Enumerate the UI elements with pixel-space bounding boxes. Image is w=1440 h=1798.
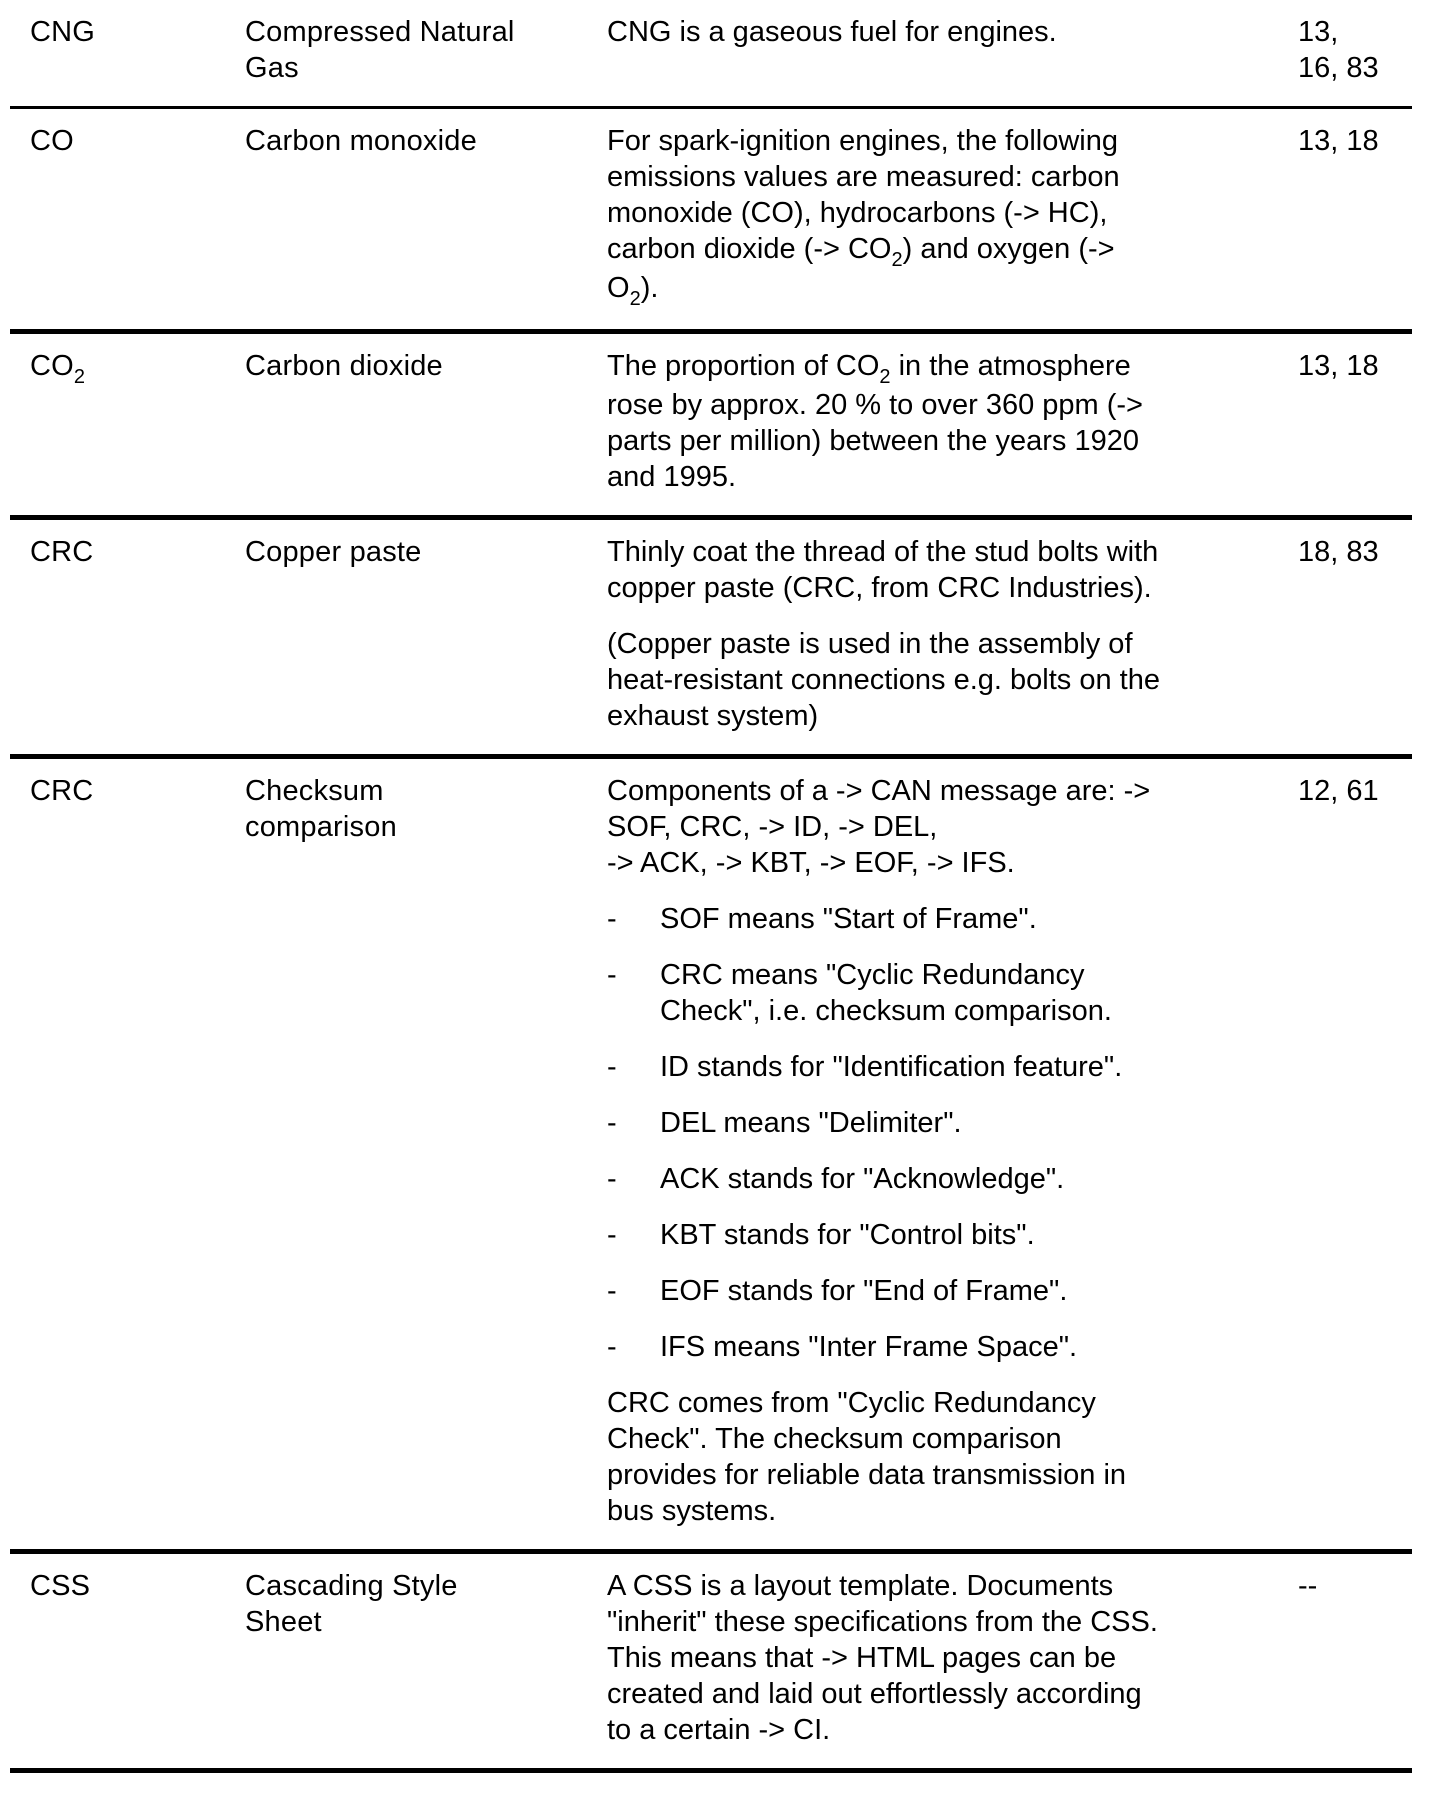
- page-numbers-cell: --: [1298, 1570, 1318, 1602]
- bullet-item: [607, 901, 1298, 937]
- description-paragraph: (Copper paste is used in the assembly of heat-resistant connections e.g. bolts on the exhaust system): [607, 628, 1160, 732]
- bullet-text: CRC means "Cyclic Redundancy Check", i.e. checksum comparison.: [660, 959, 1112, 1027]
- bullet-item: [607, 1049, 1298, 1085]
- table-row: [10, 1554, 1412, 1773]
- page-numbers-cell: 12, 61: [1298, 775, 1379, 807]
- bullet-item: [607, 1217, 1298, 1253]
- full-name-cell: Carbon monoxide: [245, 125, 477, 157]
- glossary-table: [10, 0, 1412, 1773]
- description-paragraph: A CSS is a layout template. Documents "inherit" these specifications from the CSS. This means that -> HTML pages can be created and laid out effortlessly according to a certain -> CI.: [607, 1570, 1158, 1746]
- bullet-dash-marker: -: [607, 1331, 617, 1363]
- page-numbers-cell: 13, 16, 83: [1298, 16, 1379, 84]
- page-numbers-cell: 13, 18: [1298, 125, 1379, 157]
- bullet-item: [607, 1105, 1298, 1141]
- abbreviation-cell: $CO_2$: [30, 350, 86, 388]
- full-name-cell: Carbon dioxide: [245, 350, 443, 382]
- bullet-dash-marker: -: [607, 1275, 617, 1307]
- abbreviation-cell: CRC: [30, 536, 94, 568]
- description-cell: [607, 14, 1298, 86]
- bullet-dash-marker: -: [607, 1219, 617, 1251]
- bullet-item: [607, 957, 1298, 1029]
- abbreviation-cell: CNG: [30, 16, 96, 48]
- bullet-text: SOF means "Start of Frame".: [660, 903, 1037, 935]
- full-name-cell: Cascading Style Sheet: [245, 1570, 458, 1638]
- full-name-cell: Checksum comparison: [245, 775, 397, 843]
- description-paragraph: Components of a -> CAN message are: -> SOF, CRC, -> ID, -> DEL, -> ACK, -> KBT, -> EOF, -> IFS.: [607, 775, 1151, 879]
- bullet-dash-marker: -: [607, 959, 617, 991]
- description-paragraph: CNG is a gaseous fuel for engines.: [607, 16, 1057, 48]
- full-name-cell: Copper paste: [245, 536, 422, 568]
- bullet-item: [607, 1273, 1298, 1309]
- description-cell: [607, 1568, 1298, 1748]
- full-name-cell: Compressed Natural Gas: [245, 16, 515, 84]
- bullet-item: [607, 1161, 1298, 1197]
- abbreviation-cell: CSS: [30, 1570, 91, 1602]
- table-row: [10, 334, 1412, 520]
- bullet-text: KBT stands for "Control bits".: [660, 1219, 1035, 1251]
- page-numbers-cell: 13, 18: [1298, 350, 1379, 382]
- bullet-dash-marker: -: [607, 1107, 617, 1139]
- description-cell: [607, 773, 1298, 1529]
- bullet-text: EOF stands for "End of Frame".: [660, 1275, 1068, 1307]
- table-row: [10, 109, 1412, 334]
- bullet-dash-marker: -: [607, 1051, 617, 1083]
- bullet-text: IFS means "Inter Frame Space".: [660, 1331, 1078, 1363]
- abbreviation-cell: CO: [30, 125, 74, 157]
- bullet-dash-marker: -: [607, 903, 617, 935]
- description-cell: [607, 123, 1298, 309]
- table-row: [10, 0, 1412, 109]
- bullet-text: DEL means "Delimiter".: [660, 1107, 962, 1139]
- description-cell: [607, 348, 1298, 495]
- description-paragraph: The proportion of $CO_2$ in the atmosphere rose by approx. 20 % to over 360 ppm (-> parts per million) between the years 1920 and 1995.: [607, 350, 1143, 493]
- description-paragraph: For spark-ignition engines, the following emissions values are measured: carbon monoxide (CO), hydrocarbons (-> HC), carbon dioxide (-> $CO_2$) and oxygen (-> $O_2$).: [607, 125, 1120, 310]
- bullet-dash-marker: -: [607, 1163, 617, 1195]
- bullet-text: ID stands for "Identification feature".: [660, 1051, 1123, 1083]
- bullet-text: ACK stands for "Acknowledge".: [660, 1163, 1065, 1195]
- description-cell: [607, 534, 1298, 734]
- table-row: [10, 759, 1412, 1554]
- description-paragraph: Thinly coat the thread of the stud bolts with copper paste (CRC, from CRC Industries).: [607, 536, 1159, 604]
- table-row: [10, 520, 1412, 759]
- bullet-item: [607, 1329, 1298, 1365]
- page-numbers-cell: 18, 83: [1298, 536, 1379, 568]
- description-paragraph: CRC comes from "Cyclic Redundancy Check". The checksum comparison provides for reliable data transmission in bus systems.: [607, 1387, 1127, 1527]
- abbreviation-cell: CRC: [30, 775, 94, 807]
